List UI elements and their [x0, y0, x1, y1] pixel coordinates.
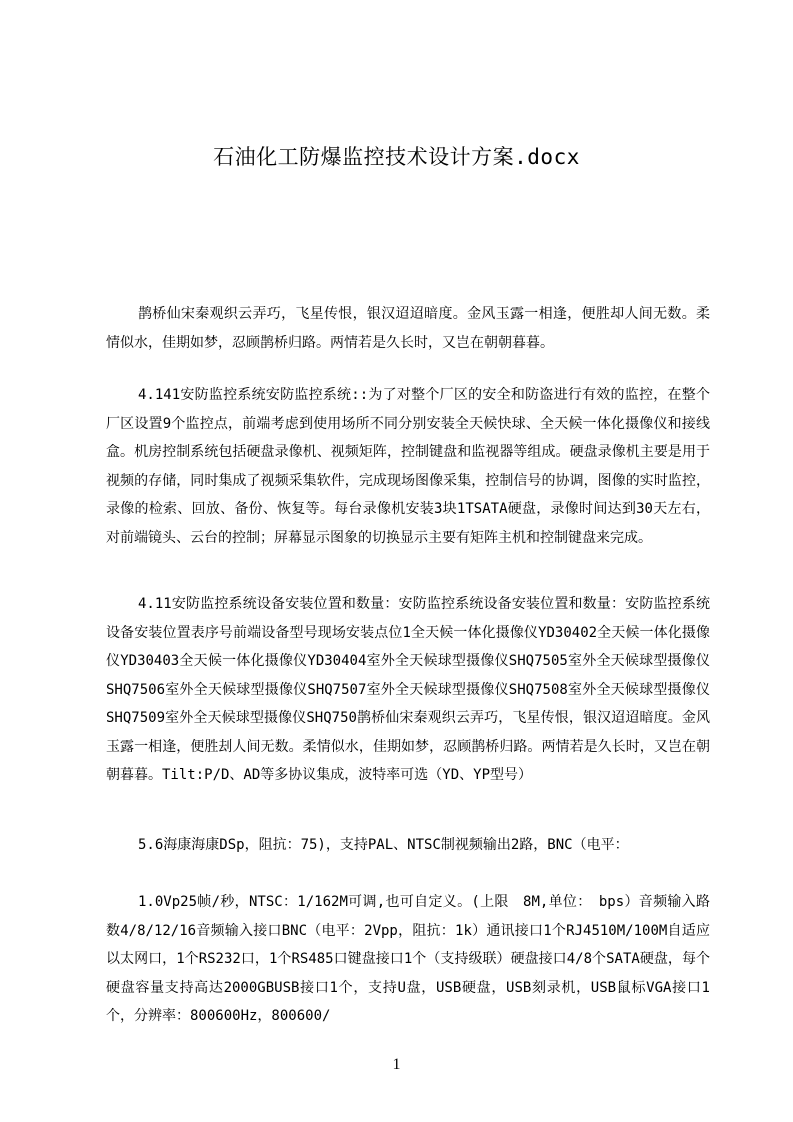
- paragraph-device-installation-locations: 4.11安防监控系统设备安装位置和数量：安防监控系统设备安装位置和数量：安防监控系统设备安装位置表序号前端设备型号现场安装点位1全天候一体化摄像仪YD30402全天候一体化摄像仪YD30403全天候一体化摄像仪YD30404室外全天候球型摄像仪SHQ7505室外全天候球型摄像仪SHQ7506室外全天候球型摄像仪SHQ7507室外全天候球型摄像仪SHQ7508室外全天候球型摄像仪SHQ7509室外全天候球型摄像仪SHQ750鹊桥仙宋秦观织云弄巧，飞星传恨，银汉迢迢暗度。金风玉露一相逢，便胜刦人间无数。柔情似水，佳期如梦，忍顾鹊桥归路。两情若是久长时，又岂在朝朝暮暮。Tilt:P/D、AD等多协议集成，波特率可选（YD、YP型号）: [106, 596, 710, 783]
- paragraph-poem-intro: 鹊桥仙宋秦观织云弄巧，飞星传恨，银汉迢迢暗度。金风玉露一相逢，便胜却人间无数。柔情似水，佳期如梦，忍顾鹊桥归路。两情若是久长时，又岂在朝朝暮暮。: [106, 306, 710, 351]
- paragraph-hikvision-video-output: 5.6海康海康DSp，阻抗：75)，支持PAL、NTSC制视频输出2路，BNC（电平：: [138, 837, 629, 853]
- document-title: 石油化工防爆监控技术设计方案.docx: [213, 145, 580, 169]
- page-number: 1: [392, 1056, 401, 1073]
- paragraph-recorder-specifications: 1.0Vp25帧/秒，NTSC：1/162M可调,也可自定义。(上限 8M,单位： bps）音频输入路数4/8/12/16音频输入接口BNC（电平：2Vpp，阻抗：1k）通讯接口1个RJ4510M/100M自适应以太网口，1个RS232口，1个RS485口键盘接口1个（支持级联）硬盘接口4/8个SATA硬盘，每个硬盘容量支持高达2000GBUSB接口1个，支持U盘，USB硬盘，USB刻录机，USB鼠标VGA接口1个，分辨率：800600Hz，800600/: [106, 894, 710, 1024]
- paragraph-security-monitoring-system: 4.141安防监控系统安防监控系统::为了对整个厂区的安全和防盗进行有效的监控，在整个厂区设置9个监控点，前端考虑到使用场所不同分别安装全天候快球、全天候一体化摄像仪和接线盒。机房控制系统包括硬盘录像机、视频矩阵，控制键盘和监视器等组成。硬盘录像机主要是用于视频的存储，同时集成了视频采集软件，完成现场图像采集，控制信号的协调，图像的实时监控，录像的检索、回放、备份、恢复等。每台录像机安装3块1TSATA硬盘，录像时间达到30天左右，对前端镜头、云台的控制；屏幕显示图象的切换显示主要有矩阵主机和控制键盘来完成。: [106, 387, 710, 546]
